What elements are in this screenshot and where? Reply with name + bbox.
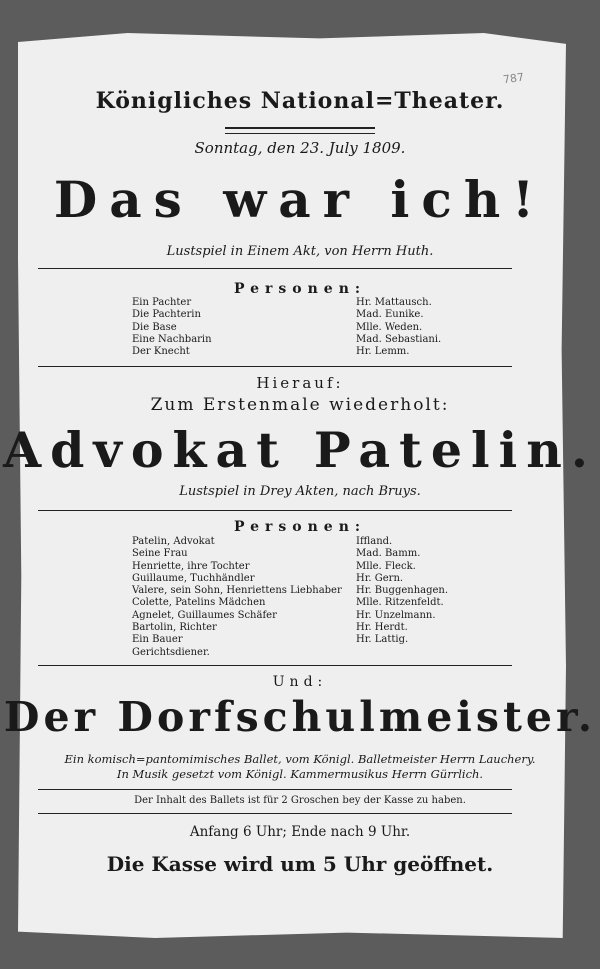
program-price-notice: Der Inhalt des Ballets ist für 2 Groschen bey der Kasse zu haben. (134, 795, 466, 806)
music-credit-line: In Musik gesetzt vom Königl. Kammermusikus Herrn Gürrlich. (116, 767, 484, 781)
play2-actors (356, 536, 448, 647)
cast-actor: Hr. Mattausch. (356, 297, 432, 308)
play2-note: Zum Erstenmale wiederholt: (150, 395, 450, 415)
cast-actor: Mlle. Ritzenfeldt. (356, 597, 444, 609)
cast-role: Henriette, ihre Tochter (132, 560, 250, 572)
cast-role: Seine Frau (132, 548, 188, 560)
performance-times: Anfang 6 Uhr; Ende nach 9 Uhr. (189, 824, 411, 840)
divider (38, 268, 512, 269)
cast-actor: Hr. Gern. (356, 572, 404, 584)
divider (38, 665, 512, 666)
divider (38, 366, 512, 367)
play2-title: Advokat Patelin. (3, 421, 597, 479)
play2-persons-heading: Personen: (233, 519, 367, 535)
cast-actor: Mlle. Fleck. (356, 560, 416, 572)
play1-persons-heading: Personen: (233, 281, 367, 297)
play1-actors (356, 297, 441, 358)
divider (38, 510, 512, 511)
box-office-opening: Die Kasse wird um 5 Uhr geöffnet. (106, 852, 494, 876)
cast-actor: Mad. Sebastiani. (356, 333, 442, 345)
play1-subtitle: Lustspiel in Einem Akt, von Herrn Huth. (166, 244, 434, 259)
cast-role: Patelin, Advokat (132, 536, 215, 547)
play1-roles (132, 297, 212, 358)
cast-actor: Iffland. (356, 536, 393, 547)
play2-roles (132, 536, 342, 659)
cast-role: Bartolin, Richter (132, 622, 217, 634)
cast-role: Valere, sein Sohn, Henriettens Liebhaber (132, 585, 342, 597)
cast-role: Agnelet, Guillaumes Schäfer (132, 609, 277, 621)
ornament-rule (225, 127, 375, 134)
cast-role: Eine Nachbarin (132, 333, 212, 345)
cast-actor: Mad. Bamm. (356, 548, 421, 560)
cast-role: Ein Pachter (132, 297, 192, 308)
cast-role: Die Pachterin (132, 309, 201, 321)
cast-role: Der Knecht (132, 346, 190, 358)
cast-actor: Hr. Herdt. (356, 622, 408, 634)
divider (38, 813, 512, 814)
cast-actor: Hr. Unzelmann. (356, 609, 436, 621)
play3-intro: Und: (272, 674, 328, 690)
play1-title: Das war ich! (53, 170, 547, 229)
cast-role: Gerichtsdiener. (132, 646, 210, 658)
cast-role: Die Base (132, 321, 177, 333)
cast-role: Ein Bauer (132, 634, 183, 646)
play3-title: Der Dorfschulmeister. (3, 693, 597, 741)
theater-name: Königliches National=Theater. (95, 88, 505, 114)
play2-subtitle: Lustspiel in Drey Akten, nach Bruys. (179, 484, 421, 499)
performance-date: Sonntag, den 23. July 1809. (194, 139, 406, 157)
cast-actor: Hr. Lattig. (356, 634, 409, 646)
handwritten-number: 787 (502, 70, 525, 87)
play2-intro: Hierauf: (256, 374, 344, 392)
cast-actor: Mlle. Weden. (356, 321, 423, 333)
cast-role: Guillaume, Tuchhändler (132, 572, 255, 584)
cast-actor: Mad. Eunike. (356, 309, 424, 321)
cast-actor: Hr. Lemm. (356, 346, 410, 358)
divider (38, 789, 512, 790)
cast-actor: Hr. Buggenhagen. (356, 585, 449, 597)
ballet-credit-line: Ein komisch=pantomimisches Ballet, vom Königl. Balletmeister Herrn Lauchery. (64, 752, 536, 766)
cast-role: Colette, Patelins Mädchen (132, 597, 266, 609)
